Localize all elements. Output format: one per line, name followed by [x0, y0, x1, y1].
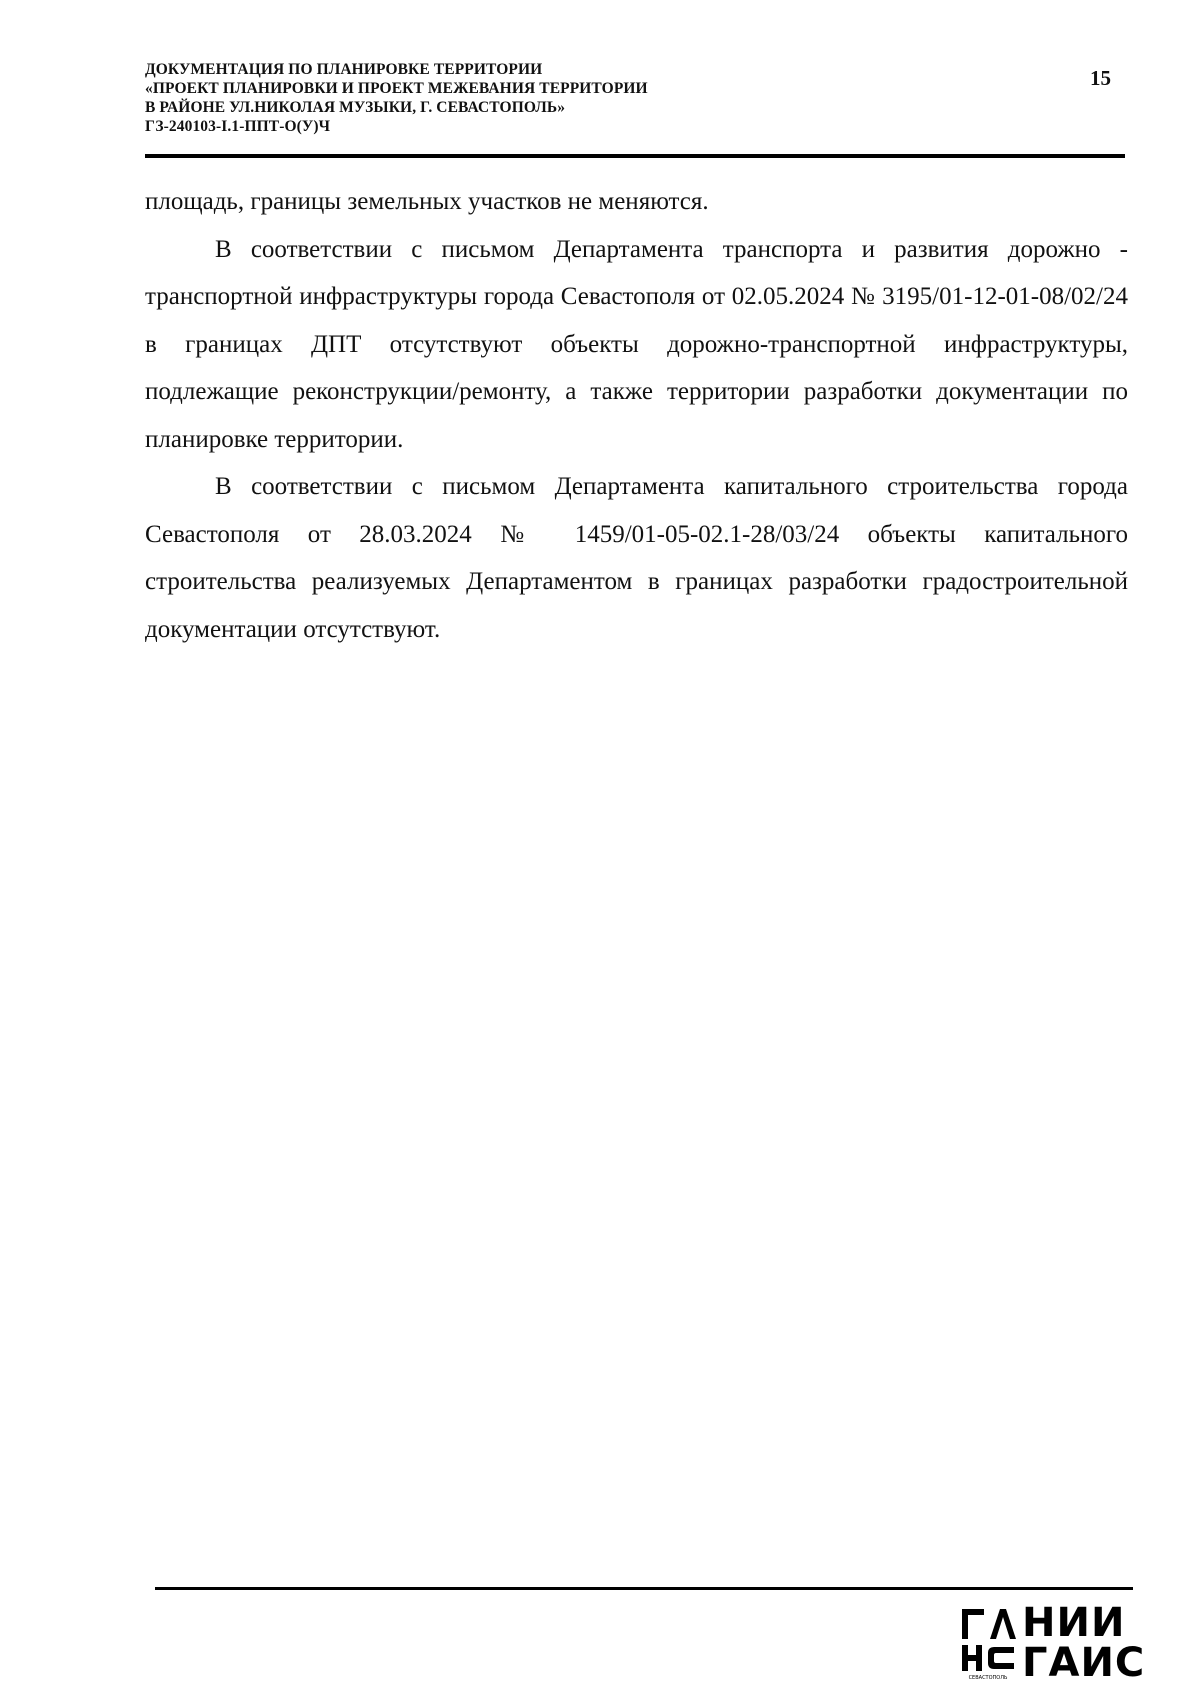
paragraph-construction-letter: В соответствии с письмом Департамента капитального строительства города Севастополя от 28.03.2024 № 1459/01-05-02.1-28/03/24 объекты капитального строительства реализуемых Департаментом в границах разработки градостроительной документации отсутствуют. [145, 473, 1128, 643]
logo-line-2: ГАИС [1022, 1640, 1146, 1686]
header-line-2: «ПРОЕКТ ПЛАНИРОВКИ И ПРОЕКТ МЕЖЕВАНИЯ ТЕРРИТОРИИ [145, 80, 648, 97]
footer-divider [155, 1587, 1133, 1590]
nii-gais-logo [960, 1600, 1146, 1686]
logo-wordmark [1022, 1600, 1146, 1686]
paragraph-continuation: площадь, границы земельных участков не меняются. [145, 188, 709, 215]
header-divider [145, 154, 1125, 158]
paragraph-transport-letter: В соответствии с письмом Департамента транспорта и развития дорожно - транспортной инфраструктуры города Севастополя от 02.05.2024 № 3195/01-12-01-08/02/24 в границах ДПТ отсутствуют объекты дорожно-транспортной инфраструктуры, подлежащие реконструкции/ремонту, а также территории разработки документации по планировке территории. [145, 235, 1128, 453]
document-body [145, 178, 1128, 653]
header-line-1: ДОКУМЕНТАЦИЯ ПО ПЛАНИРОВКЕ ТЕРРИТОРИИ [145, 61, 543, 78]
svg-text:СЕВАСТОПОЛЬ: СЕВАСТОПОЛЬ [968, 1675, 1008, 1681]
header-line-4-document-code: ГЗ-240103-І.1-ППТ-О(У)Ч [145, 118, 331, 135]
document-header [145, 60, 965, 136]
page-number: 15 [1090, 66, 1111, 90]
gais-emblem-icon [960, 1607, 1016, 1681]
logo-line-1: НИИ [1022, 1600, 1126, 1646]
header-line-3: В РАЙОНЕ УЛ.НИКОЛАЯ МУЗЫКИ, Г. СЕВАСТОПОЛЬ» [145, 99, 566, 116]
